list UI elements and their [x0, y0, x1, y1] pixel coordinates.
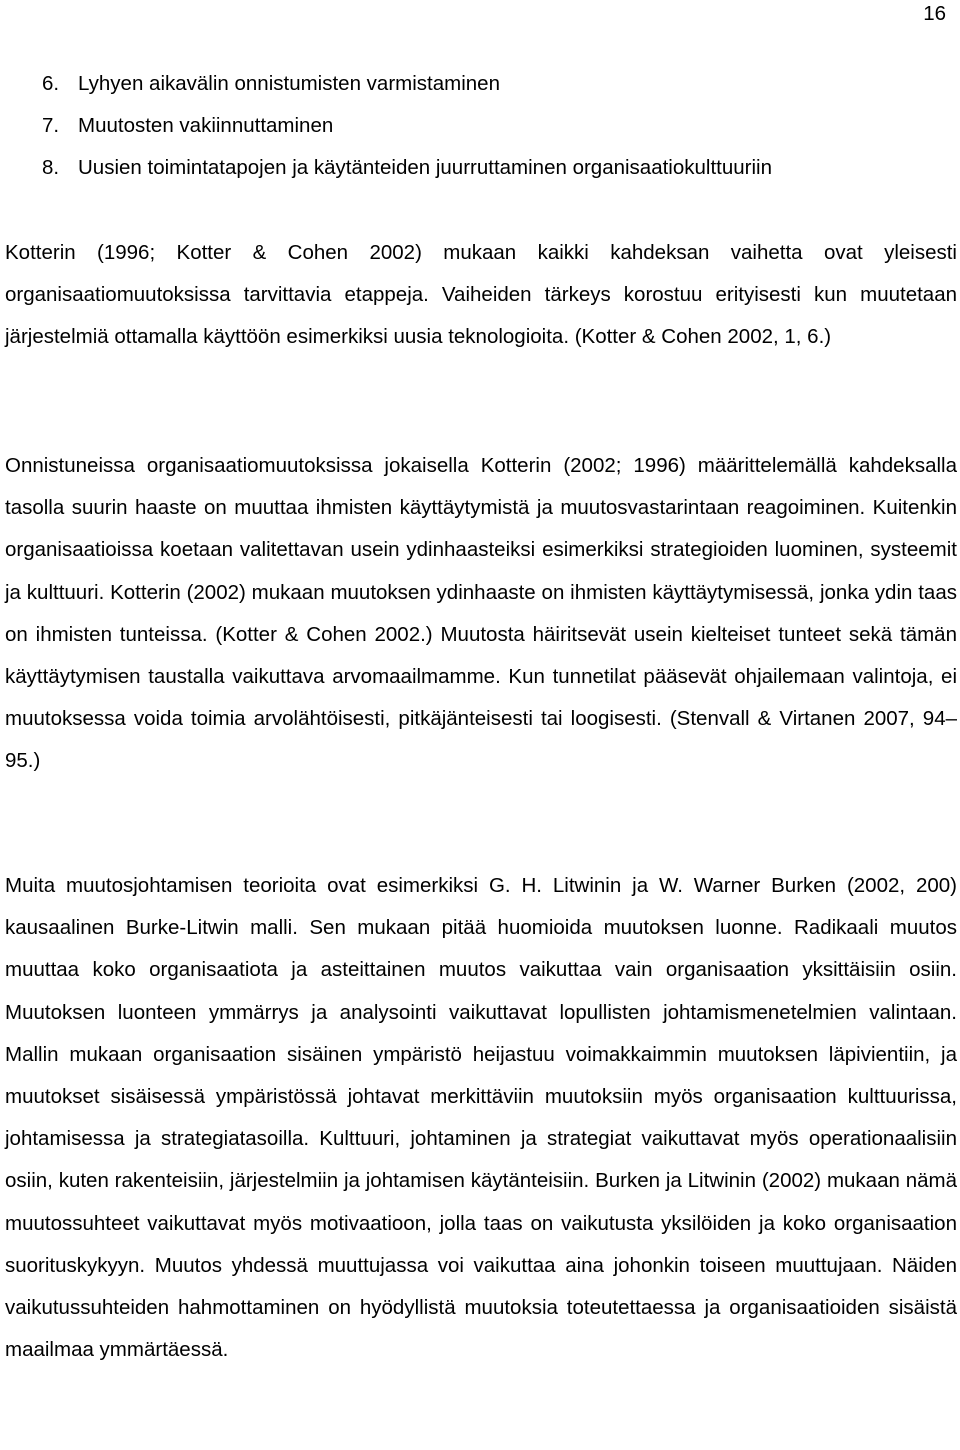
list-item	[42, 108, 772, 150]
list-item-number: 6.	[42, 72, 60, 95]
paragraph-behaviour-challenge: Onnistuneissa organisaatiomuutoksissa jokaisella Kotterin (2002; 1996) määrittelemällä kahdeksalla tasolla suurin haaste on muuttaa ihmisten käyttäytymistä ja muutosvastarintaan reagoiminen. Kuitenkin organisaatioissa koetaan valitettavan usein ydinhaasteiksi esimerkiksi strategioiden luominen, systeemit ja kulttuuri. Kotterin (2002) mukaan muutoksen ydinhaaste on ihmisten käyttäytymisessä, jonka ydin taas on ihmisten tunteissa. (Kotter & Cohen 2002.) Muutosta häiritsevät usein kielteiset tunteet sekä tämän käyttäytymisen taustalla vaikuttava arvomaailmamme. Kun tunnetilat pääsevät ohjailemaan valintoja, ei muutoksessa voida toimia arvolähtöisesti, pitkäjänteisesti tai loogisesti. (Stenvall & Virtanen 2007, 94–95.)	[5, 454, 957, 773]
list-item	[42, 150, 772, 192]
paragraph-kotter-stages: Kotterin (1996; Kotter & Cohen 2002) mukaan kaikki kahdeksan vaihetta ovat yleisesti organisaatiomuutoksissa tarvittavia etappeja. Vaiheiden tärkeys korostuu erityisesti kun muutetaan järjestelmiä ottamalla käyttöön esimerkiksi uusia teknologioita. (Kotter & Cohen 2002, 1, 6.)	[5, 241, 957, 349]
page-number: 16	[923, 2, 946, 25]
list-item-text: Uusien toimintatapojen ja käytänteiden juurruttaminen organisaatiokulttuuriin	[78, 156, 772, 179]
list-item-number: 7.	[42, 114, 60, 137]
list-item-text: Lyhyen aikavälin onnistumisten varmistaminen	[78, 72, 500, 95]
numbered-list	[42, 66, 772, 192]
list-item-number: 8.	[42, 156, 60, 179]
list-item	[42, 66, 772, 108]
list-item-text: Muutosten vakiinnuttaminen	[78, 114, 334, 137]
paragraph-burke-litwin: Muita muutosjohtamisen teorioita ovat esimerkiksi G. H. Litwinin ja W. Warner Burken (2002, 200) kausaalinen Burke-Litwin malli. Sen mukaan pitää huomioida muutoksen luonne. Radikaali muutos muuttaa koko organisaatiota ja asteittainen muutos vaikuttaa vain organisaation yksittäisiin osiin. Muutoksen luonteen ymmärrys ja analysointi vaikuttavat lopullisten johtamismenetelmien valintaan. Mallin mukaan organisaation sisäinen ympäristö heijastuu voimakkaimmin muutoksen läpivientiin, ja muutokset sisäisessä ympäristössä johtavat merkittäviin muutoksiin myös organisaation kulttuurissa, johtamisessa ja strategiatasoilla. Kulttuuri, johtaminen ja strategiat vaikuttavat myös operationaalisiin osiin, kuten rakenteisiin, järjestelmiin ja johtamisen käytänteisiin. Burken ja Litwinin (2002) mukaan nämä muutossuhteet vaikuttavat myös motivaatioon, jolla taas on vaikutusta yksilöiden ja koko organisaation suorituskykyyn. Muutos yhdessä muuttujassa voi vaikuttaa aina johonkin toiseen muuttujaan. Näiden vaikutussuhteiden hahmottaminen on hyödyllistä muutoksia toteutettaessa ja organisaatioiden sisäistä maailmaa ymmärtäessä.	[5, 874, 957, 1362]
